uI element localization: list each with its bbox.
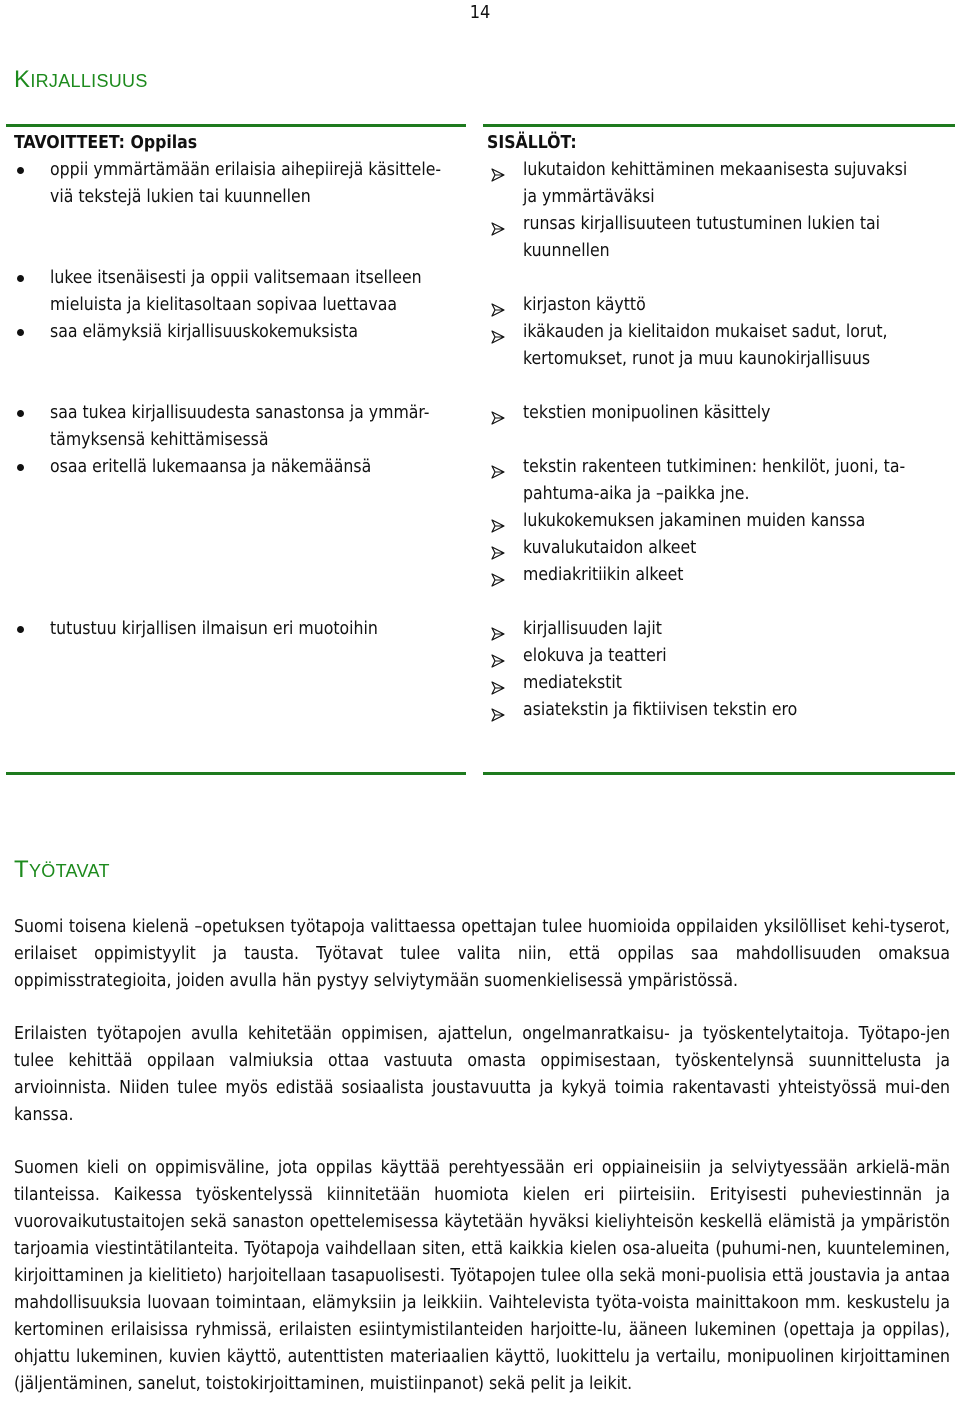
content-item: asiatekstin ja fiktiivisen tekstin ero xyxy=(487,697,947,724)
content-item: tekstien monipuolinen käsittely xyxy=(487,400,947,427)
table-top-rule-right xyxy=(483,124,955,127)
arrow-bullet-icon xyxy=(491,164,505,178)
table-bottom-rule-right xyxy=(483,772,955,775)
goal-item: oppii ymmärtämään erilaisia aihepiirejä käsittele- viä tekstejä lukien tai kuunnellen xyxy=(14,157,469,211)
goals-list xyxy=(14,157,469,211)
paragraph-2: Erilaisten työtapojen avulla kehitetään oppimisen, ajattelun, ongelmanratkaisu- ja työskentelytaitoja. Työtapo-jen tulee kehittää oppilaan valmiuksia ottaa vastuuta omasta oppimisestaan, työskentelynsä suunnittelusta ja arvioinnista. Niiden tulee myös edistää sosiaalista joustavuutta ja kykyä toimia rakentavasti yhteistyössä mui-den kanssa. xyxy=(14,1024,950,1125)
goals-list-2 xyxy=(14,265,469,346)
goals-list-4 xyxy=(14,616,469,643)
contents-title: SISÄLLÖT: xyxy=(487,133,577,153)
arrow-bullet-icon xyxy=(491,515,505,529)
content-item: kirjaston käyttö xyxy=(487,292,947,319)
content-item: elokuva ja teatteri xyxy=(487,643,947,670)
paragraph-3: Suomen kieli on oppimisväline, jota oppilas käyttää perehtyessään eri oppiaineisiin ja selviytyessään arkielä-män tilanteissa. Kaikessa työskentelyssä kiinnitetään huomiota kielen eri piirteisiin. Erityisesti puheviestinnän ja vuorovaikutustaitojen sekä sanaston opettelemisessa käytetään hyväksi kieliyhteisön keskellä elämistä ja ympäristön tarjoamia viestintätilanteita. Työtapoja vaihdellaan siten, että kaikkia kielen osa-alueita (puhumi-nen, kuunteleminen, kirjoittaminen ja kielitieto) harjoitellaan tasapuolisesti. Työtapojen tulee olla sekä moni-puolisia että joustavia ja antaa mahdollisuuksia luovaan toimintaan, elämyksiin ja leikkiin. Vaihtelevista työta-voista mainittakoon mm. keskustelu ja kertominen erilaisissa ryhmissä, erilaisten esiintymistilanteiden harjoitte-lu, ääneen lukeminen (opettaja ja oppilas), ohjattu lukeminen, kuvien käyttö, autenttisten materiaalien käyttö, luokittelu ja vertailu, monipuolinen kirjoittaminen (jäljentäminen, sanelut, toistokirjoittaminen, muistiinpanot) sekä pelit ja leikit. xyxy=(14,1158,950,1394)
table-top-rule-left xyxy=(6,124,466,127)
arrow-bullet-icon xyxy=(491,299,505,313)
arrow-bullet-icon xyxy=(491,461,505,475)
content-item: runsas kirjallisuuteen tutustuminen lukien tai kuunnellen xyxy=(487,211,947,265)
arrow-bullet-icon xyxy=(491,542,505,556)
spacer xyxy=(487,373,947,400)
goal-item: saa elämyksiä kirjallisuuskokemuksista xyxy=(14,319,469,346)
arrow-bullet-icon xyxy=(491,650,505,664)
section-title-rest: IRJALLISUUS xyxy=(30,71,148,91)
content-item: lukukokemuksen jakaminen muiden kanssa xyxy=(487,508,947,535)
arrow-bullet-icon xyxy=(491,407,505,421)
goals-list-3 xyxy=(14,400,469,481)
content-item: ikäkauden ja kielitaidon mukaiset sadut, lorut, kertomukset, runot ja muu kaunokirjallisuus xyxy=(487,319,947,373)
paragraph-1: Suomi toisena kielenä –opetuksen työtapoja valittaessa opettajan tulee huomioida oppilaiden yksilölliset kehi-tyserot, erilaiset oppimistyylit ja tausta. Työtavat tulee valita niin, että oppilas saa mahdollisuuden omaksua oppimisstrategioita, joiden avulla hän pystyy selviytymään suomenkielisessä ympäristössä. xyxy=(14,917,950,991)
goals-column xyxy=(14,130,469,643)
goal-item: saa tukea kirjallisuudesta sanastonsa ja ymmär- tämyksensä kehittämisessä xyxy=(14,400,469,454)
spacer xyxy=(487,265,947,292)
content-item: kirjallisuuden lajit xyxy=(487,616,947,643)
spacer xyxy=(487,589,947,616)
arrow-bullet-icon xyxy=(491,218,505,232)
content-item: kuvalukutaidon alkeet xyxy=(487,535,947,562)
page-number: 14 xyxy=(469,2,491,23)
section-title-rest: YÖTAVAT xyxy=(28,861,110,881)
goal-item: lukee itsenäisesti ja oppii valitsemaan itselleen mieluista ja kielitasoltaan sopivaa luettavaa xyxy=(14,265,469,319)
arrow-bullet-icon xyxy=(491,677,505,691)
goals-title: TAVOITTEET: Oppilas xyxy=(14,133,198,153)
content-item: tekstin rakenteen tutkiminen: henkilöt, juoni, ta- pahtuma-aika ja –paikka jne. xyxy=(487,454,947,508)
content-item: lukutaidon kehittäminen mekaanisesta sujuvaksi ja ymmärtäväksi xyxy=(487,157,947,211)
contents-list xyxy=(487,157,947,724)
arrow-bullet-icon xyxy=(491,326,505,340)
content-item: mediakritiikin alkeet xyxy=(487,562,947,589)
contents-column xyxy=(487,130,947,724)
arrow-bullet-icon xyxy=(491,704,505,718)
section-title-kirjallisuus xyxy=(14,66,148,94)
spacer xyxy=(487,427,947,454)
section-title-initial: T xyxy=(14,856,29,883)
goal-item: tutustuu kirjallisen ilmaisun eri muotoihin xyxy=(14,616,469,643)
content-item: mediatekstit xyxy=(487,670,947,697)
arrow-bullet-icon xyxy=(491,569,505,583)
section-title-initial: K xyxy=(14,66,31,93)
section-title-tyotavat xyxy=(14,856,110,884)
arrow-bullet-icon xyxy=(491,623,505,637)
table-bottom-rule-left xyxy=(6,772,466,775)
goal-item: osaa eritellä lukemaansa ja näkemäänsä xyxy=(14,454,469,481)
